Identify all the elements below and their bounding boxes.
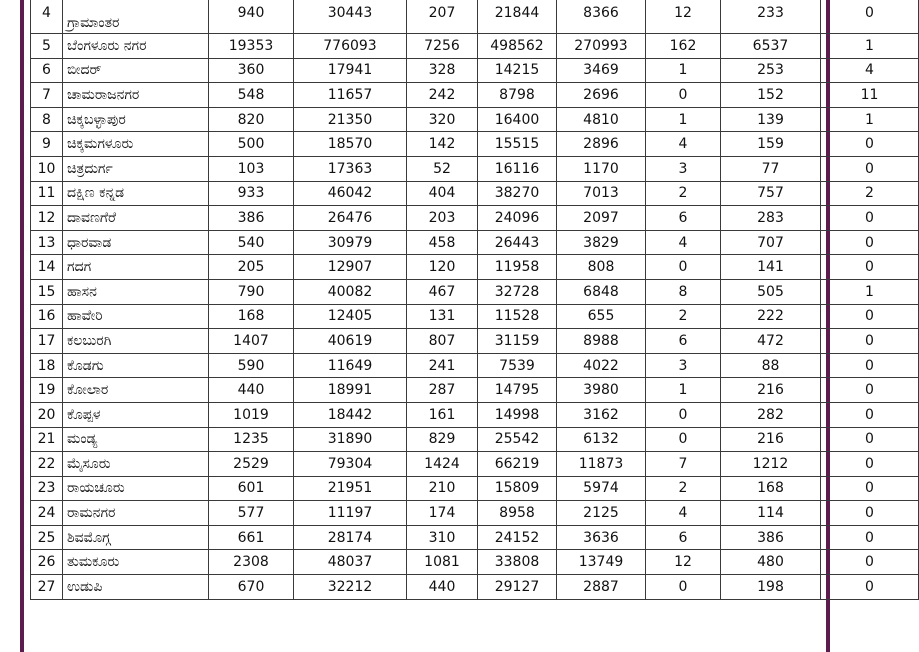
- left-border: [20, 0, 24, 652]
- table-row: [31, 525, 919, 550]
- value-cell: 11: [821, 83, 919, 108]
- value-cell: 0: [821, 132, 919, 157]
- value-cell: 14998: [478, 402, 557, 427]
- value-cell: 18442: [294, 402, 407, 427]
- value-cell: 142: [407, 132, 478, 157]
- table-row: [31, 230, 919, 255]
- table-row: [31, 329, 919, 354]
- serial-number-cell: 25: [31, 525, 63, 550]
- value-cell: 328: [407, 58, 478, 83]
- value-cell: 242: [407, 83, 478, 108]
- serial-number-cell: 22: [31, 452, 63, 477]
- value-cell: 7: [646, 452, 721, 477]
- value-cell: 30979: [294, 230, 407, 255]
- serial-number-cell: 14: [31, 255, 63, 280]
- district-name-cell: ಚಿತ್ರದುರ್ಗ: [63, 156, 209, 181]
- district-name-cell: ಹಾವೇರಿ: [63, 304, 209, 329]
- value-cell: 3: [646, 156, 721, 181]
- value-cell: 2: [646, 181, 721, 206]
- value-cell: 458: [407, 230, 478, 255]
- value-cell: 205: [209, 255, 294, 280]
- table-row: [31, 402, 919, 427]
- value-cell: 120: [407, 255, 478, 280]
- value-cell: 0: [646, 427, 721, 452]
- value-cell: 6132: [557, 427, 646, 452]
- value-cell: 11657: [294, 83, 407, 108]
- value-cell: 0: [646, 575, 721, 600]
- value-cell: 0: [646, 402, 721, 427]
- value-cell: 820: [209, 107, 294, 132]
- value-cell: 114: [721, 501, 821, 526]
- value-cell: 4: [821, 58, 919, 83]
- value-cell: 161: [407, 402, 478, 427]
- value-cell: 17941: [294, 58, 407, 83]
- value-cell: 4: [646, 132, 721, 157]
- value-cell: 21844: [478, 0, 557, 34]
- value-cell: 8: [646, 279, 721, 304]
- value-cell: 1: [821, 107, 919, 132]
- value-cell: 707: [721, 230, 821, 255]
- value-cell: 24096: [478, 206, 557, 231]
- value-cell: 198: [721, 575, 821, 600]
- value-cell: 548: [209, 83, 294, 108]
- table-row: [31, 206, 919, 231]
- value-cell: 1019: [209, 402, 294, 427]
- value-cell: 0: [821, 255, 919, 280]
- district-name-cell: ಗ್ರಾಮಾಂತರ: [63, 0, 209, 34]
- district-name-cell: ಚಿಕ್ಕಬಳ್ಳಾಪುರ: [63, 107, 209, 132]
- value-cell: 0: [821, 402, 919, 427]
- serial-number-cell: 21: [31, 427, 63, 452]
- table-row: [31, 132, 919, 157]
- value-cell: 0: [821, 304, 919, 329]
- value-cell: 0: [821, 329, 919, 354]
- value-cell: 0: [821, 230, 919, 255]
- value-cell: 0: [821, 452, 919, 477]
- table-row: [31, 156, 919, 181]
- value-cell: 472: [721, 329, 821, 354]
- serial-number-cell: 10: [31, 156, 63, 181]
- value-cell: 500: [209, 132, 294, 157]
- value-cell: 168: [721, 476, 821, 501]
- value-cell: 1212: [721, 452, 821, 477]
- table-row: [31, 107, 919, 132]
- serial-number-cell: 20: [31, 402, 63, 427]
- value-cell: 48037: [294, 550, 407, 575]
- value-cell: 807: [407, 329, 478, 354]
- value-cell: 3980: [557, 378, 646, 403]
- table-row: [31, 550, 919, 575]
- serial-number-cell: 4: [31, 0, 63, 34]
- table-row: [31, 452, 919, 477]
- value-cell: 3469: [557, 58, 646, 83]
- value-cell: 661: [209, 525, 294, 550]
- serial-number-cell: 17: [31, 329, 63, 354]
- value-cell: 0: [821, 378, 919, 403]
- value-cell: 168: [209, 304, 294, 329]
- value-cell: 25542: [478, 427, 557, 452]
- value-cell: 2529: [209, 452, 294, 477]
- value-cell: 52: [407, 156, 478, 181]
- value-cell: 30443: [294, 0, 407, 34]
- value-cell: 3162: [557, 402, 646, 427]
- district-name-cell: ಕಲಬುರಗಿ: [63, 329, 209, 354]
- value-cell: 6: [646, 206, 721, 231]
- serial-number-cell: 12: [31, 206, 63, 231]
- district-name-cell: ಉಡುಪಿ: [63, 575, 209, 600]
- table-row: [31, 255, 919, 280]
- value-cell: 933: [209, 181, 294, 206]
- value-cell: 11873: [557, 452, 646, 477]
- value-cell: 103: [209, 156, 294, 181]
- value-cell: 38270: [478, 181, 557, 206]
- table-row: [31, 353, 919, 378]
- value-cell: 1081: [407, 550, 478, 575]
- value-cell: 601: [209, 476, 294, 501]
- value-cell: 33808: [478, 550, 557, 575]
- value-cell: 590: [209, 353, 294, 378]
- serial-number-cell: 16: [31, 304, 63, 329]
- value-cell: 162: [646, 34, 721, 59]
- serial-number-cell: 18: [31, 353, 63, 378]
- serial-number-cell: 24: [31, 501, 63, 526]
- value-cell: 1407: [209, 329, 294, 354]
- value-cell: 16116: [478, 156, 557, 181]
- value-cell: 21951: [294, 476, 407, 501]
- value-cell: 0: [821, 156, 919, 181]
- value-cell: 310: [407, 525, 478, 550]
- district-name-cell: ಗದಗ: [63, 255, 209, 280]
- district-name-cell: ಕೊಡಗು: [63, 353, 209, 378]
- value-cell: 2: [821, 181, 919, 206]
- value-cell: 6: [646, 329, 721, 354]
- value-cell: 1424: [407, 452, 478, 477]
- value-cell: 0: [821, 525, 919, 550]
- district-name-cell: ಹಾಸನ: [63, 279, 209, 304]
- table-row: [31, 304, 919, 329]
- value-cell: 31890: [294, 427, 407, 452]
- district-name-cell: ಬೆಂಗಳೂರು ನಗರ: [63, 34, 209, 59]
- value-cell: 7013: [557, 181, 646, 206]
- serial-number-cell: 26: [31, 550, 63, 575]
- value-cell: 14795: [478, 378, 557, 403]
- value-cell: 18991: [294, 378, 407, 403]
- district-name-cell: ದಾವಣಗೆರೆ: [63, 206, 209, 231]
- serial-number-cell: 9: [31, 132, 63, 157]
- value-cell: 0: [646, 83, 721, 108]
- value-cell: 1170: [557, 156, 646, 181]
- value-cell: 8798: [478, 83, 557, 108]
- value-cell: 2125: [557, 501, 646, 526]
- value-cell: 670: [209, 575, 294, 600]
- value-cell: 11649: [294, 353, 407, 378]
- district-data-table: [30, 0, 919, 600]
- value-cell: 2696: [557, 83, 646, 108]
- table-row: [31, 575, 919, 600]
- value-cell: 386: [721, 525, 821, 550]
- value-cell: 21350: [294, 107, 407, 132]
- value-cell: 203: [407, 206, 478, 231]
- value-cell: 3829: [557, 230, 646, 255]
- value-cell: 88: [721, 353, 821, 378]
- value-cell: 0: [646, 255, 721, 280]
- value-cell: 159: [721, 132, 821, 157]
- serial-number-cell: 19: [31, 378, 63, 403]
- value-cell: 540: [209, 230, 294, 255]
- value-cell: 16400: [478, 107, 557, 132]
- value-cell: 655: [557, 304, 646, 329]
- value-cell: 222: [721, 304, 821, 329]
- value-cell: 577: [209, 501, 294, 526]
- table-body: [31, 0, 919, 599]
- table-row: [31, 34, 919, 59]
- value-cell: 6537: [721, 34, 821, 59]
- value-cell: 5974: [557, 476, 646, 501]
- value-cell: 940: [209, 0, 294, 34]
- district-name-cell: ಶಿವಮೊಗ್ಗ: [63, 525, 209, 550]
- value-cell: 283: [721, 206, 821, 231]
- value-cell: 13749: [557, 550, 646, 575]
- value-cell: 8958: [478, 501, 557, 526]
- value-cell: 505: [721, 279, 821, 304]
- value-cell: 2887: [557, 575, 646, 600]
- value-cell: 0: [821, 575, 919, 600]
- value-cell: 0: [821, 0, 919, 34]
- value-cell: 6848: [557, 279, 646, 304]
- value-cell: 11528: [478, 304, 557, 329]
- value-cell: 320: [407, 107, 478, 132]
- value-cell: 2: [646, 476, 721, 501]
- value-cell: 270993: [557, 34, 646, 59]
- value-cell: 440: [209, 378, 294, 403]
- district-name-cell: ಧಾರವಾಡ: [63, 230, 209, 255]
- table-row: [31, 83, 919, 108]
- value-cell: 216: [721, 378, 821, 403]
- value-cell: 15809: [478, 476, 557, 501]
- value-cell: 0: [821, 476, 919, 501]
- value-cell: 1235: [209, 427, 294, 452]
- district-name-cell: ರಾಯಚೂರು: [63, 476, 209, 501]
- value-cell: 241: [407, 353, 478, 378]
- value-cell: 7256: [407, 34, 478, 59]
- value-cell: 12907: [294, 255, 407, 280]
- value-cell: 26443: [478, 230, 557, 255]
- value-cell: 152: [721, 83, 821, 108]
- serial-number-cell: 27: [31, 575, 63, 600]
- value-cell: 32212: [294, 575, 407, 600]
- value-cell: 40619: [294, 329, 407, 354]
- value-cell: 210: [407, 476, 478, 501]
- value-cell: 0: [821, 353, 919, 378]
- value-cell: 28174: [294, 525, 407, 550]
- value-cell: 253: [721, 58, 821, 83]
- table-row: [31, 58, 919, 83]
- value-cell: 829: [407, 427, 478, 452]
- value-cell: 29127: [478, 575, 557, 600]
- value-cell: 0: [821, 501, 919, 526]
- value-cell: 467: [407, 279, 478, 304]
- value-cell: 757: [721, 181, 821, 206]
- district-name-cell: ಕೋಲಾರ: [63, 378, 209, 403]
- value-cell: 1: [821, 279, 919, 304]
- value-cell: 790: [209, 279, 294, 304]
- value-cell: 131: [407, 304, 478, 329]
- value-cell: 11958: [478, 255, 557, 280]
- value-cell: 6: [646, 525, 721, 550]
- table-row: [31, 476, 919, 501]
- value-cell: 141: [721, 255, 821, 280]
- district-name-cell: ಮೈಸೂರು: [63, 452, 209, 477]
- value-cell: 4022: [557, 353, 646, 378]
- district-name-cell: ಮಂಡ್ಯ: [63, 427, 209, 452]
- value-cell: 18570: [294, 132, 407, 157]
- value-cell: 2097: [557, 206, 646, 231]
- value-cell: 216: [721, 427, 821, 452]
- table-row: [31, 378, 919, 403]
- value-cell: 66219: [478, 452, 557, 477]
- value-cell: 1: [646, 58, 721, 83]
- value-cell: 31159: [478, 329, 557, 354]
- value-cell: 174: [407, 501, 478, 526]
- value-cell: 1: [646, 378, 721, 403]
- value-cell: 8988: [557, 329, 646, 354]
- value-cell: 2896: [557, 132, 646, 157]
- value-cell: 0: [821, 206, 919, 231]
- district-name-cell: ದಕ್ಷಿಣ ಕನ್ನಡ: [63, 181, 209, 206]
- value-cell: 19353: [209, 34, 294, 59]
- value-cell: 0: [821, 427, 919, 452]
- district-name-cell: ಬೀದರ್: [63, 58, 209, 83]
- value-cell: 207: [407, 0, 478, 34]
- district-name-cell: ತುಮಕೂರು: [63, 550, 209, 575]
- value-cell: 360: [209, 58, 294, 83]
- district-name-cell: ರಾಮನಗರ: [63, 501, 209, 526]
- table-row: [31, 427, 919, 452]
- value-cell: 776093: [294, 34, 407, 59]
- value-cell: 1: [646, 107, 721, 132]
- value-cell: 4810: [557, 107, 646, 132]
- value-cell: 8366: [557, 0, 646, 34]
- district-name-cell: ಚಿಕ್ಕಮಗಳೂರು: [63, 132, 209, 157]
- value-cell: 79304: [294, 452, 407, 477]
- value-cell: 12405: [294, 304, 407, 329]
- value-cell: 77: [721, 156, 821, 181]
- value-cell: 386: [209, 206, 294, 231]
- value-cell: 15515: [478, 132, 557, 157]
- value-cell: 139: [721, 107, 821, 132]
- district-name-cell: ಕೊಪ್ಪಳ: [63, 402, 209, 427]
- value-cell: 12: [646, 550, 721, 575]
- value-cell: 12: [646, 0, 721, 34]
- value-cell: 40082: [294, 279, 407, 304]
- serial-number-cell: 5: [31, 34, 63, 59]
- district-name-cell: ಚಾಮರಾಜನಗರ: [63, 83, 209, 108]
- value-cell: 32728: [478, 279, 557, 304]
- value-cell: 14215: [478, 58, 557, 83]
- value-cell: 233: [721, 0, 821, 34]
- value-cell: 24152: [478, 525, 557, 550]
- table-row: [31, 0, 919, 34]
- value-cell: 26476: [294, 206, 407, 231]
- serial-number-cell: 15: [31, 279, 63, 304]
- value-cell: 7539: [478, 353, 557, 378]
- value-cell: 3636: [557, 525, 646, 550]
- value-cell: 2: [646, 304, 721, 329]
- serial-number-cell: 6: [31, 58, 63, 83]
- value-cell: 1: [821, 34, 919, 59]
- value-cell: 3: [646, 353, 721, 378]
- table-row: [31, 279, 919, 304]
- serial-number-cell: 11: [31, 181, 63, 206]
- value-cell: 282: [721, 402, 821, 427]
- serial-number-cell: 23: [31, 476, 63, 501]
- value-cell: 11197: [294, 501, 407, 526]
- value-cell: 4: [646, 501, 721, 526]
- table-row: [31, 501, 919, 526]
- value-cell: 287: [407, 378, 478, 403]
- value-cell: 808: [557, 255, 646, 280]
- table-row: [31, 181, 919, 206]
- value-cell: 4: [646, 230, 721, 255]
- value-cell: 440: [407, 575, 478, 600]
- value-cell: 498562: [478, 34, 557, 59]
- value-cell: 0: [821, 550, 919, 575]
- serial-number-cell: 13: [31, 230, 63, 255]
- value-cell: 404: [407, 181, 478, 206]
- value-cell: 46042: [294, 181, 407, 206]
- value-cell: 480: [721, 550, 821, 575]
- value-cell: 2308: [209, 550, 294, 575]
- serial-number-cell: 8: [31, 107, 63, 132]
- value-cell: 17363: [294, 156, 407, 181]
- serial-number-cell: 7: [31, 83, 63, 108]
